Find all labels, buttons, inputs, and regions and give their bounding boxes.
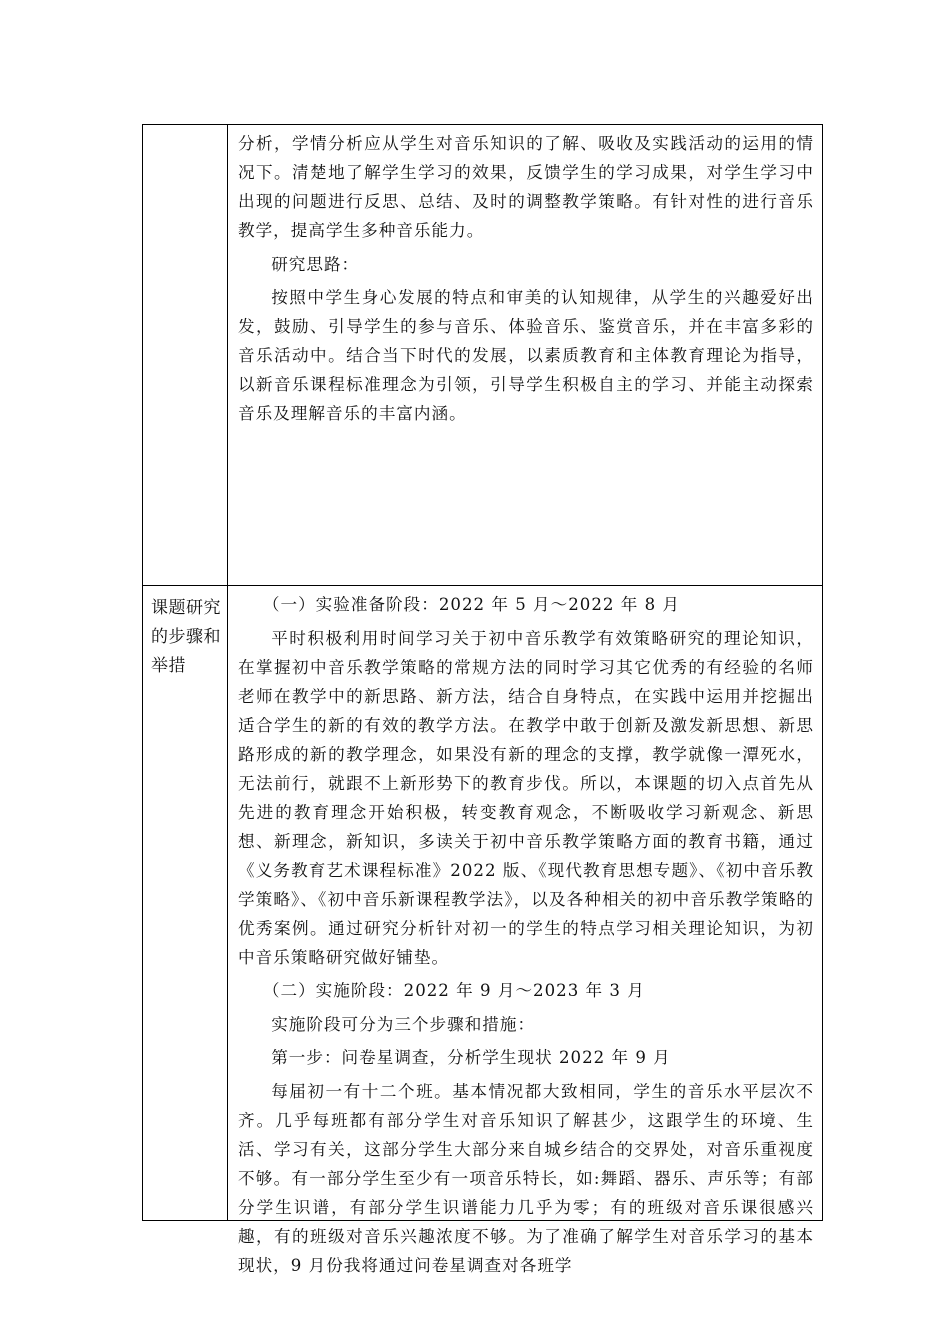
row-content (228, 125, 822, 585)
table-row (143, 125, 822, 585)
document-table (142, 124, 823, 1275)
paragraph: 平时积极利用时间学习关于初中音乐教学有效策略研究的理论知识，在掌握初中音乐教学策略的常规方法的同时学习其它优秀的有经验的名师老师在教学中的新思路、新方法，结合自身特点，在实践中运用并挖掘出适合学生的新的有效的教学方法。在教学中敢于创新及激发新思想、新思路形成的新的教学理念，如果没有新的理念的支撑，教学就像一潭死水，无法前行，就跟不上新形势下的教育步伐。所以，本课题的切入点首先从先进的教育理念开始积极，转变教育观念，不断吸收学习新观念、新思想、新理念，新知识，多读关于初中音乐教学策略方面的教育书籍，通过《义务教育艺术课程标准》2022 版、《现代教育思想专题》、《初中音乐教学策略》、《初中音乐新课程教学法》，以及各种相关的初中音乐教学策略的优秀案例。通过研究分析针对初一的学生的特点学习相关理论知识，为初中音乐策略研究做好铺垫。 (238, 628, 814, 967)
paragraph: 每届初一有十二个班。基本情况都大致相同，学生的音乐水平层次不齐。几乎每班都有部分学生对音乐知识了解甚少，这跟学生的环境、生活、学习有关，这部分学生大部分来自城乡结合的交界处，对音乐重视度不够。有一部分学生至少有一项音乐特长，如:舞蹈、器乐、声乐等；有部分学生识谱，有部分学生识谱能力几乎为零；有的班级对音乐课很感兴趣，有的班级对音乐兴趣浓度不够。为了准确了解学生对音乐学习的基本现状，9 月份我将通过问卷星调查对各班学 (238, 1081, 814, 1275)
row-content (228, 586, 822, 1275)
stage-heading: （一）实验准备阶段：2022 年 5 月～2022 年 8 月 (262, 595, 681, 614)
paragraph: 分析，学情分析应从学生对音乐知识的了解、吸收及实践活动的运用的情况下。清楚地了解学生学习的效果，反馈学生的学习成果，对学生学习中出现的问题进行反思、总结、及时的调整教学策略。有针对性的进行音乐教学，提高学生多种音乐能力。 (238, 134, 814, 240)
paragraph-heading: 研究思路： (271, 254, 360, 274)
stage-heading: （二）实施阶段：2022 年 9 月～2023 年 3 月 (262, 981, 645, 1000)
row-label (143, 125, 228, 585)
table-row (143, 585, 822, 1275)
paragraph: 实施阶段可分为三个步骤和措施： (271, 1014, 536, 1034)
paragraph: 按照中学生身心发展的特点和审美的认知规律，从学生的兴趣爱好出发，鼓励、引导学生的参与音乐、体验音乐、鉴赏音乐，并在丰富多彩的音乐活动中。结合当下时代的发展，以素质教育和主体教育理论为指导，以新音乐课程标准理念为引领，引导学生积极自主的学习、并能主动探索音乐及理解音乐的丰富内涵。 (238, 288, 814, 423)
step-heading: 第一步：问卷星调查，分析学生现状 2022 年 9 月 (271, 1048, 671, 1067)
row-label: 课题研究的步骤和举措 (143, 586, 228, 1220)
